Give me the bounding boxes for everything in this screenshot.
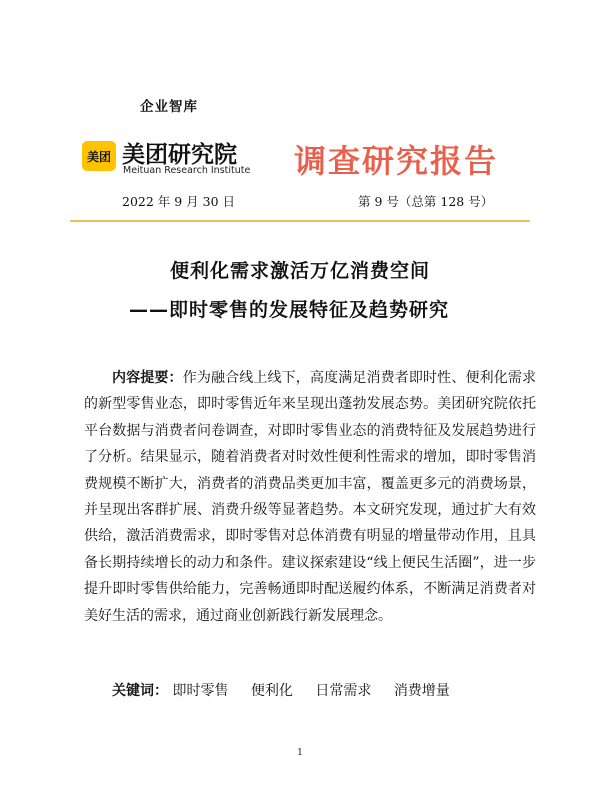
- keyword: 即时零售: [172, 683, 229, 699]
- document-title: 便利化需求激活万亿消费空间: [169, 260, 430, 282]
- report-date: 2022 年 9 月 30 日: [122, 194, 236, 209]
- abstract-paragraph: [84, 365, 536, 629]
- keyword: 便利化: [250, 683, 293, 699]
- think-tank-label: 企业智库: [140, 99, 198, 115]
- keywords-label: 关键词：: [112, 683, 168, 699]
- report-type-heading: 调查研究报告: [294, 142, 499, 180]
- page-number: 1: [297, 748, 303, 758]
- keywords-line: [112, 680, 468, 700]
- institute-english-name: Meituan Research Institute: [123, 165, 251, 176]
- keyword: 消费增量: [393, 683, 450, 699]
- abstract-label: 内容提要：: [112, 370, 183, 386]
- abstract-text: 作为融合线上线下，高度满足消费者即时性、便利化需求的新型零售业态，即时零售近年来呈现出蓬勃发展态势。美团研究院依托平台数据与消费者问卷调查，对即时零售业态的消费特征及发展趋势进行了分析。结果显示，随着消费者对时效性便利性需求的增加，即时零售消费规模不断扩大，消费者的消费品类更加丰富，覆盖更多元的消费场景，并呈现出客群扩展、消费升级等显著趋势。本文研究发现，通过扩大有效供给，激活消费需求，即时零售对总体消费有明显的增量带动作用，且具备长期持续增长的动力和条件。建议探索建设“线上便民生活圈”，进一步提升即时零售供给能力，完善畅通即时配送履约体系，不断满足消费者对美好生活的需求，通过商业创新践行新发展理念。: [84, 370, 537, 624]
- institute-name: 美团研究院: [122, 142, 237, 168]
- keyword: 日常需求: [315, 683, 372, 699]
- logo-mark-text: 美团: [86, 149, 111, 164]
- issue-number: 第 9 号（总第 128 号）: [358, 194, 494, 209]
- header-divider: [70, 220, 530, 222]
- document-subtitle: ——即时零售的发展特征及趋势研究: [129, 299, 450, 321]
- meituan-logo: [82, 141, 116, 171]
